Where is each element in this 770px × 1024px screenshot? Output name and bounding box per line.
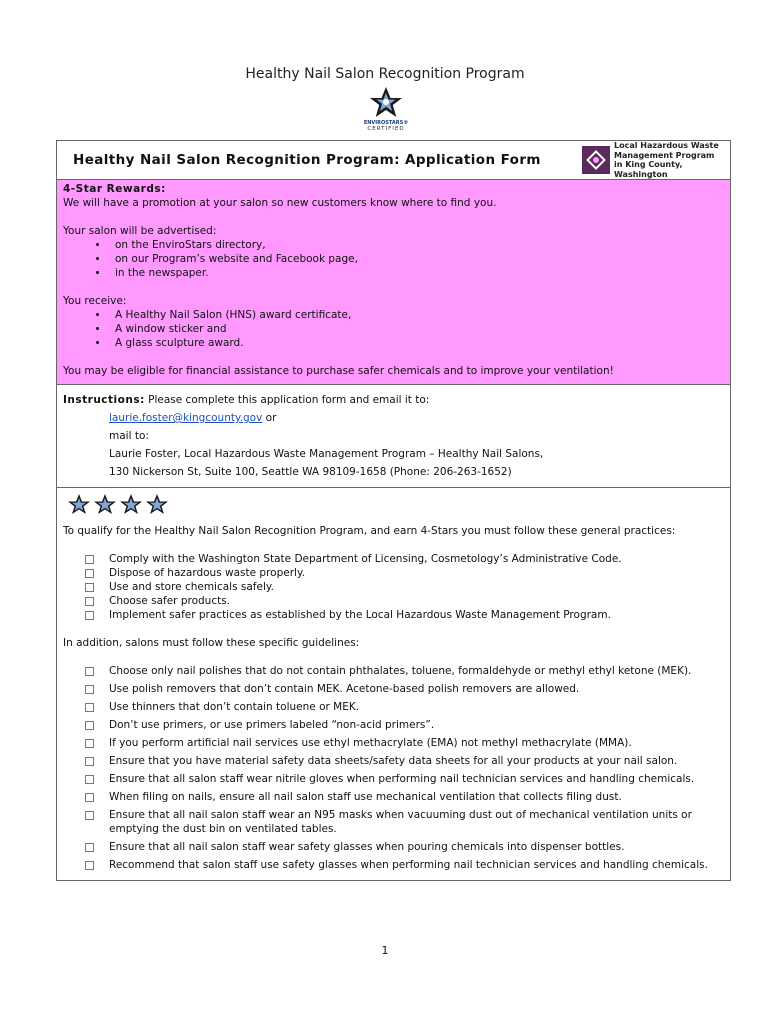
partner-logo-line: Local Hazardous Waste (614, 141, 719, 150)
list-item: • in the newspaper. (109, 266, 724, 280)
checkbox-icon (85, 569, 94, 578)
practices-intro: To qualify for the Healthy Nail Salon Recognition Program, and earn 4-Stars you must follow these general practices: (63, 525, 676, 537)
checkbox-icon (85, 721, 94, 730)
list-item: Dispose of hazardous waste properly. (63, 566, 724, 580)
envirostars-logo (358, 86, 414, 133)
instructions-label: Instructions: (63, 394, 145, 406)
checkbox-icon (85, 775, 94, 784)
logo-certified-text: CERTIFIED (367, 126, 405, 132)
list-item: • A Healthy Nail Salon (HNS) award certificate, (109, 308, 724, 322)
program-header-title: Healthy Nail Salon Recognition Program (245, 66, 525, 82)
financial-assistance-note: You may be eligible for financial assistance to purchase safer chemicals and to improve your ventilation! (63, 365, 614, 377)
form-title-row (57, 141, 730, 180)
checkbox-icon (85, 611, 94, 620)
star-icon (145, 493, 169, 515)
or-text: or (265, 412, 277, 424)
star-icon (93, 493, 117, 515)
list-item: Choose safer products. (63, 594, 724, 608)
rewards-section (57, 180, 730, 385)
checkbox-icon (85, 555, 94, 564)
checkbox-icon (85, 667, 94, 676)
checkbox-icon (85, 861, 94, 870)
general-practices-list (63, 552, 724, 622)
checkbox-icon (85, 583, 94, 592)
list-item: • A glass sculpture award. (109, 336, 724, 350)
list-item: Choose only nail polishes that do not contain phthalates, toluene, formaldehyde or methyl ethyl ketone (MEK). (63, 664, 724, 678)
partner-logo (582, 141, 726, 179)
partner-logo-icon (582, 146, 610, 174)
rewards-promotion: We will have a promotion at your salon so new customers know where to find you. (63, 197, 497, 209)
specific-guidelines-intro: In addition, salons must follow these specific guidelines: (63, 637, 360, 649)
list-item: Recommend that salon staff use safety glasses when performing nail technician services and handling chemicals. (63, 858, 724, 872)
list-item: Use and store chemicals safely. (63, 580, 724, 594)
list-item: Implement safer practices as established by the Local Hazardous Waste Management Program. (63, 608, 724, 622)
checkbox-icon (85, 685, 94, 694)
list-item: Comply with the Washington State Department of Licensing, Cosmetology’s Administrative Code. (63, 552, 724, 566)
address-line-1: Laurie Foster, Local Hazardous Waste Management Program – Healthy Nail Salons, (109, 448, 544, 460)
star-icon (67, 493, 91, 515)
checkbox-icon (85, 843, 94, 852)
form-title: Healthy Nail Salon Recognition Program: Application Form (73, 152, 541, 168)
list-item: Use polish removers that don’t contain MEK. Acetone-based polish removers are allowed. (63, 682, 724, 696)
list-item: Ensure that all salon staff wear nitrile gloves when performing nail technician services and handling chemicals. (63, 772, 724, 786)
list-item: Don’t use primers, or use primers labeled “non-acid primers”. (63, 718, 724, 732)
advertised-list (63, 238, 724, 280)
address-line-2: 130 Nickerson St, Suite 100, Seattle WA 98109-1658 (Phone: 206-263-1652) (109, 466, 512, 478)
instructions-text: Please complete this application form and email it to: (148, 394, 430, 406)
partner-logo-text (614, 141, 726, 179)
four-star-rating (67, 492, 724, 516)
star-icon (119, 493, 143, 515)
rewards-heading: 4-Star Rewards: (63, 183, 166, 195)
checkbox-icon (85, 757, 94, 766)
list-item: When filing on nails, ensure all nail salon staff use mechanical ventilation that collects filing dust. (63, 790, 724, 804)
receive-list (63, 308, 724, 350)
receive-intro: You receive: (63, 295, 127, 307)
partner-logo-line: in King County, Washington (614, 160, 683, 179)
checkbox-icon (85, 703, 94, 712)
page-number: 1 (381, 944, 389, 957)
list-item: Use thinners that don’t contain toluene or MEK. (63, 700, 724, 714)
partner-logo-line: Management Program (614, 150, 715, 160)
checkbox-icon (85, 811, 94, 820)
mail-to-text: mail to: (109, 430, 149, 442)
checkbox-icon (85, 739, 94, 748)
list-item: Ensure that all nail salon staff wear an N95 masks when vacuuming dust out of mechanical ventilation units or emptying the dust bin on ventilated tables. (63, 808, 724, 836)
list-item: • on the EnviroStars directory, (109, 238, 724, 252)
application-form (56, 140, 731, 881)
list-item: Ensure that all nail salon staff wear safety glasses when pouring chemicals into dispenser bottles. (63, 840, 724, 854)
logo-brand-text: ENVIROSTARS® (363, 120, 409, 126)
advertised-intro: Your salon will be advertised: (63, 225, 217, 237)
specific-guidelines-list (63, 664, 724, 872)
practices-section (57, 488, 730, 880)
star-logo-icon (366, 86, 406, 120)
instructions-section (57, 385, 730, 488)
list-item: • on our Program’s website and Facebook page, (109, 252, 724, 266)
list-item: Ensure that you have material safety data sheets/safety data sheets for all your products at your nail salon. (63, 754, 724, 768)
list-item: • A window sticker and (109, 322, 724, 336)
checkbox-icon (85, 597, 94, 606)
list-item: If you perform artificial nail services use ethyl methacrylate (EMA) not methyl methacrylate (MMA). (63, 736, 724, 750)
checkbox-icon (85, 793, 94, 802)
email-link[interactable]: laurie.foster@kingcounty.gov (109, 412, 263, 424)
